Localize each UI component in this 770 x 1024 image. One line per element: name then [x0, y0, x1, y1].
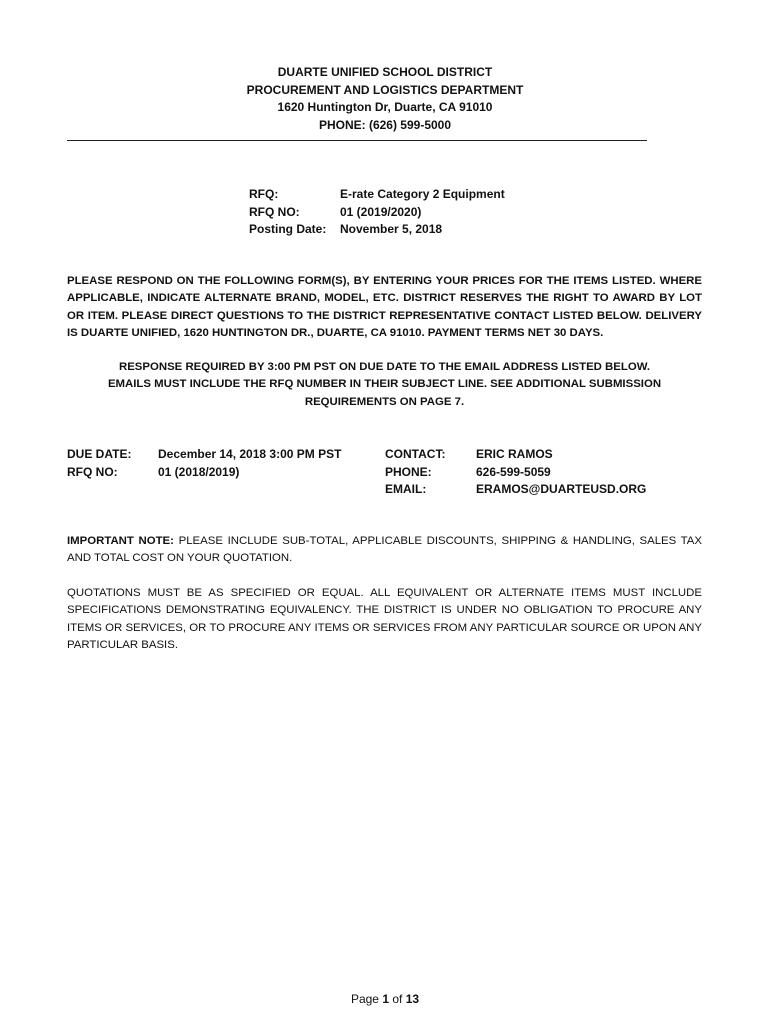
- page-number: 1: [382, 992, 389, 1006]
- district-address: 1620 Huntington Dr, Duarte, CA 91010: [277, 100, 493, 114]
- page-word: Page: [350, 992, 379, 1006]
- response-requirements: [67, 359, 702, 411]
- district-name: DUARTE UNIFIED SCHOOL DISTRICT: [277, 65, 493, 79]
- important-note-label: IMPORTANT NOTE:: [67, 535, 174, 547]
- contact-phone-label: PHONE:: [385, 464, 432, 479]
- rfq-number-label: RFQ NO:: [249, 204, 300, 219]
- posting-date-value: November 5, 2018: [340, 222, 443, 236]
- due-rfq-number-label: RFQ NO:: [67, 464, 118, 479]
- rfq-number-value: 01 (2019/2020): [340, 204, 422, 219]
- contact-phone-value: 626-599-5059: [476, 464, 551, 479]
- posting-date-label: Posting Date:: [249, 222, 327, 236]
- response-line-1: RESPONSE REQUIRED BY 3:00 PM PST ON DUE DATE TO THE EMAIL ADDRESS LISTED BELOW.: [118, 361, 650, 373]
- rfq-label: RFQ:: [249, 187, 279, 201]
- response-line-2: EMAILS MUST INCLUDE THE RFQ NUMBER IN THEIR SUBJECT LINE. SEE ADDITIONAL SUBMISSION: [107, 378, 662, 391]
- contact-block: [385, 446, 646, 499]
- district-phone: PHONE: (626) 599-5000: [318, 117, 452, 132]
- contact-label: CONTACT:: [385, 447, 446, 461]
- due-date-value: December 14, 2018 3:00 PM PST: [158, 447, 342, 461]
- due-date-block: [67, 446, 341, 481]
- response-line-3: REQUIREMENTS ON PAGE 7.: [304, 395, 465, 408]
- instructions-paragraph: PLEASE RESPOND ON THE FOLLOWING FORM(S), BY ENTERING YOUR PRICES FOR THE ITEMS LISTED. WHERE APPLICABLE, INDICATE ALTERNATE BRAND, MODEL, ETC. DISTRICT RESERVES THE RIGHT TO AWARD BY LOT OR ITEM. PLEASE DIRECT QUESTIONS TO THE DISTRICT REPRESENTATIVE CONTACT LISTED BELOW. DELIVERY IS DUARTE UNIFIED, 1620 HUNTINGTON DR., DUARTE, CA 91010. PAYMENT TERMS NET 30 DAYS.: [67, 275, 702, 339]
- due-rfq-number-value: 01 (2018/2019): [158, 464, 240, 479]
- quotations-paragraph: QUOTATIONS MUST BE AS SPECIFIED OR EQUAL. ALL EQUIVALENT OR ALTERNATE ITEMS MUST INCLUDE SPECIFICATIONS DEMONSTRATING EQUIVALENCY. THE DISTRICT IS UNDER NO OBLIGATION TO PROCURE ANY ITEMS OR SERVICES, OR TO PROCURE ANY ITEMS OR SERVICES FROM ANY PARTICULAR SOURCE OR UPON ANY PARTICULAR BASIS.: [67, 587, 702, 651]
- contact-email-value: ERAMOS@DUARTEUSD.ORG: [476, 482, 647, 496]
- header-divider: [67, 140, 647, 141]
- rfq-value: E-rate Category 2 Equipment: [340, 187, 505, 201]
- page-footer: [0, 992, 770, 1006]
- important-note-text: PLEASE INCLUDE SUB-TOTAL, APPLICABLE DISCOUNTS, SHIPPING & HANDLING, SALES TAX AND TOTAL COST ON YOUR QUOTATION.: [67, 535, 702, 565]
- important-note: [67, 533, 702, 568]
- due-date-label: DUE DATE:: [67, 447, 132, 461]
- of-word: of: [392, 992, 403, 1006]
- contact-name: ERIC RAMOS: [476, 447, 553, 461]
- page-total: 13: [405, 992, 420, 1006]
- rfq-info-block: [249, 186, 505, 239]
- department-name: PROCUREMENT AND LOGISTICS DEPARTMENT: [246, 82, 524, 97]
- document-header: [0, 64, 770, 134]
- contact-email-label: EMAIL:: [385, 482, 427, 496]
